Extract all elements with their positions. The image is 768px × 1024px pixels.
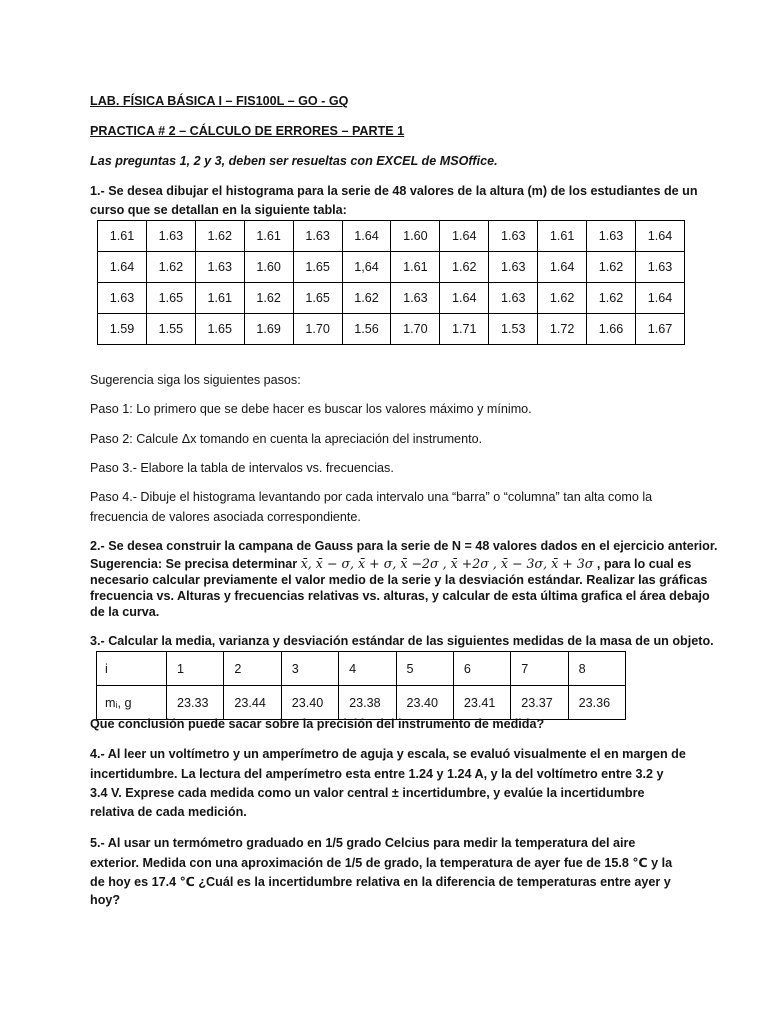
height-cell: 1.63 — [489, 221, 538, 252]
height-cell: 1.62 — [195, 221, 244, 252]
mass-row — [97, 686, 626, 720]
step3: Paso 3.- Elabore la tabla de intervalos vs. frecuencias. — [90, 461, 394, 475]
lab-title: LAB. FÍSICA BÁSICA I – FIS100L – GO - GQ — [90, 94, 349, 108]
index-row — [97, 652, 626, 686]
table-row — [98, 314, 685, 345]
height-cell: 1.66 — [587, 314, 636, 345]
excel-note: Las preguntas 1, 2 y 3, deben ser resueltas con EXCEL de MSOffice. — [90, 154, 498, 168]
height-cell: 1.70 — [391, 314, 440, 345]
q2-line3: necesario calcular previamente el valor medio de la serie y la desviación estándar. Realizar las gráficas — [90, 573, 708, 587]
height-cell: 1.71 — [440, 314, 489, 345]
height-cell: 1.62 — [538, 283, 587, 314]
mass-row-cell: 23.44 — [224, 686, 281, 720]
q1-line2: curso que se detallan en la siguiente tabla: — [90, 203, 347, 217]
delta-x: Δx — [181, 432, 197, 446]
mass-row-cell: 23.36 — [568, 686, 625, 720]
index-row-cell: 3 — [281, 652, 338, 686]
height-cell: 1.53 — [489, 314, 538, 345]
height-cell: 1.59 — [98, 314, 147, 345]
height-cell: 1.64 — [635, 283, 684, 314]
height-cell: 1.62 — [587, 252, 636, 283]
q5-line2: exterior. Medida con una aproximación de 1/5 de grado, la temperatura de ayer fue de 15.8 ℃ y la — [90, 856, 673, 870]
heights-table — [97, 220, 685, 345]
step2 — [90, 432, 482, 446]
q2-line1: 2.- Se desea construir la campana de Gauss para la serie de N = 48 valores dados en el ejercicio anterior. — [90, 539, 718, 553]
height-cell: 1.63 — [489, 283, 538, 314]
height-cell: 1.63 — [489, 252, 538, 283]
table-row — [98, 252, 685, 283]
height-cell: 1.64 — [635, 221, 684, 252]
height-cell: 1.63 — [195, 252, 244, 283]
height-cell: 1.61 — [98, 221, 147, 252]
height-cell: 1.63 — [587, 221, 636, 252]
height-cell: 1.65 — [293, 283, 342, 314]
q5-line1: 5.- Al usar un termómetro graduado en 1/5 grado Celcius para medir la temperatura del aire — [90, 836, 636, 850]
step1: Paso 1: Lo primero que se debe hacer es buscar los valores máximo y mínimo. — [90, 402, 532, 416]
q5-line3: de hoy es 17.4 ℃ ¿Cuál es la incertidumbre relativa en la diferencia de temperaturas entre ayer y — [90, 875, 671, 889]
height-cell: 1.70 — [293, 314, 342, 345]
height-cell: 1.63 — [146, 221, 195, 252]
mass-row-label: mᵢ, g — [97, 686, 167, 720]
height-cell: 1.62 — [146, 252, 195, 283]
height-cell: 1.60 — [391, 221, 440, 252]
height-cell: 1.61 — [391, 252, 440, 283]
height-cell: 1.69 — [244, 314, 293, 345]
sigma-formula: x̄, x̄ − σ, x̄ + σ, x̄ −2σ , x̄ +2σ , x̄ − 3σ, x̄ + 3σ — [300, 556, 594, 571]
height-cell: 1.64 — [342, 221, 391, 252]
index-row-cell: 2 — [224, 652, 281, 686]
height-cell: 1.56 — [342, 314, 391, 345]
height-cell: 1.61 — [195, 283, 244, 314]
suggestion-heading: Sugerencia siga los siguientes pasos: — [90, 373, 301, 387]
mass-row-cell: 23.40 — [281, 686, 338, 720]
height-cell: 1.65 — [146, 283, 195, 314]
mass-row-cell: 23.40 — [396, 686, 453, 720]
height-cell: 1.62 — [587, 283, 636, 314]
height-cell: 1.64 — [440, 221, 489, 252]
mass-row-cell: 23.38 — [339, 686, 396, 720]
height-cell: 1.62 — [440, 252, 489, 283]
height-cell: 1.63 — [293, 221, 342, 252]
q2-line4: frecuencia vs. Alturas y frecuencias relativas vs. alturas, y calcular de esta última grafica el área debajo — [90, 589, 710, 603]
index-row-cell: 5 — [396, 652, 453, 686]
q2-line2-post: , para lo cual es — [593, 557, 692, 571]
height-cell: 1.61 — [538, 221, 587, 252]
index-row-cell: 1 — [167, 652, 224, 686]
height-cell: 1.62 — [342, 283, 391, 314]
height-cell: 1.62 — [244, 283, 293, 314]
q5-line4: hoy? — [90, 893, 121, 907]
mass-row-cell: 23.33 — [167, 686, 224, 720]
height-cell: 1.67 — [635, 314, 684, 345]
q3-line1: 3.- Calcular la media, varianza y desviación estándar de las siguientes medidas de la masa de un objeto. — [90, 634, 714, 648]
q4-line2: incertidumbre. La lectura del amperímetro esta entre 1.24 y 1.24 A, y la del voltímetro entre 3.2 y — [90, 767, 664, 781]
height-cell: 1.65 — [293, 252, 342, 283]
index-row-cell: 4 — [339, 652, 396, 686]
q4-line1: 4.- Al leer un voltímetro y un amperímetro de aguja y escala, se evaluó visualmente el en margen de — [90, 747, 686, 761]
step2-pre: Paso 2: Calcule — [90, 432, 182, 446]
height-cell: 1.64 — [440, 283, 489, 314]
step4-line1: Paso 4.- Dibuje el histograma levantando por cada intervalo una “barra” o “columna” tan alta como la — [90, 490, 653, 504]
index-row-label: i — [97, 652, 167, 686]
practice-title: PRACTICA # 2 – CÁLCULO DE ERRORES – PARTE 1 — [90, 124, 405, 138]
table-row — [98, 283, 685, 314]
height-cell: 1.60 — [244, 252, 293, 283]
step2-post: tomando en cuenta la apreciación del instrumento. — [196, 432, 483, 446]
q2-line5: de la curva. — [90, 605, 160, 619]
index-row-cell: 7 — [511, 652, 568, 686]
q4-line3: 3.4 V. Exprese cada medida como un valor central ± incertidumbre, y evalúe la incertidumbre — [90, 786, 645, 800]
index-row-cell: 6 — [453, 652, 510, 686]
q4-line4: relativa de cada medición. — [90, 805, 247, 819]
q2-line2 — [90, 556, 691, 571]
q1-line1: 1.- Se desea dibujar el histograma para la serie de 48 valores de la altura (m) de los estudiantes de un — [90, 184, 698, 198]
height-cell: 1.72 — [538, 314, 587, 345]
q2-suggestion-label: Sugerencia: Se precisa determinar — [90, 557, 301, 571]
table-row — [98, 221, 685, 252]
q3-question: Que conclusión puede sacar sobre la precisión del instrumento de medida? — [90, 717, 545, 731]
mass-row-cell: 23.41 — [453, 686, 510, 720]
height-cell: 1.61 — [244, 221, 293, 252]
height-cell: 1.64 — [538, 252, 587, 283]
height-cell: 1.64 — [98, 252, 147, 283]
height-cell: 1.63 — [635, 252, 684, 283]
height-cell: 1.55 — [146, 314, 195, 345]
mass-table — [96, 651, 626, 720]
height-cell: 1.63 — [98, 283, 147, 314]
step4-line2: frecuencia de valores asociada correspondiente. — [90, 510, 361, 524]
index-row-cell: 8 — [568, 652, 625, 686]
height-cell: 1.65 — [195, 314, 244, 345]
height-cell: 1,64 — [342, 252, 391, 283]
mass-row-cell: 23.37 — [511, 686, 568, 720]
height-cell: 1.63 — [391, 283, 440, 314]
